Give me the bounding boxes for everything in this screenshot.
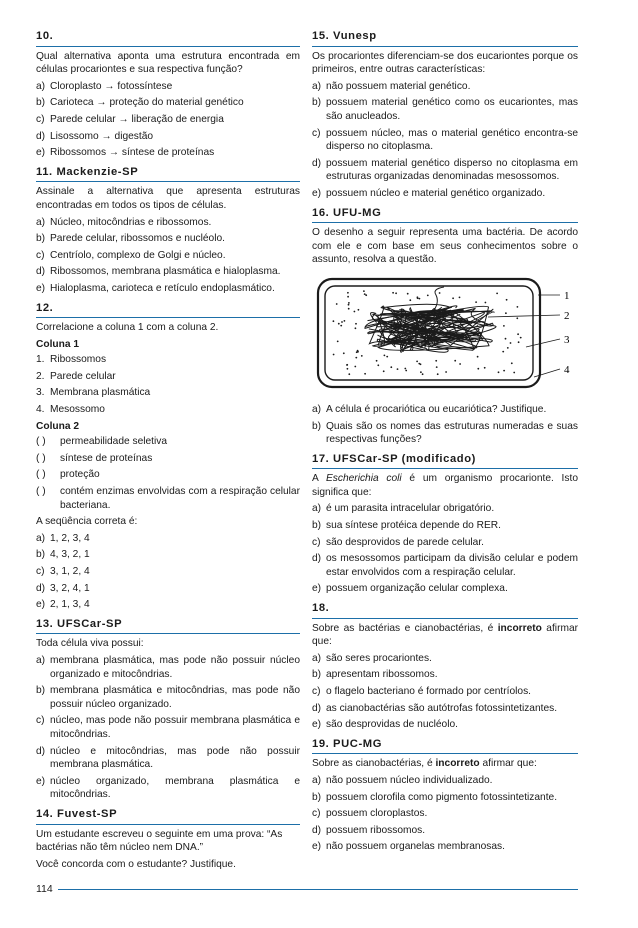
- option-text: possuem ribossomos.: [326, 824, 426, 836]
- option-item: [312, 652, 578, 666]
- option-text: Membrana plasmática: [50, 387, 151, 399]
- option-text: possuem clorofila como pigmento fotossintetizante.: [326, 791, 558, 803]
- option-label: b): [312, 669, 322, 681]
- ribosome-dot: [343, 352, 345, 354]
- option-label: a): [312, 503, 322, 515]
- option-item: [312, 403, 578, 417]
- option-label: d): [312, 553, 322, 565]
- ribosome-dot: [498, 371, 500, 373]
- ribosome-dot: [437, 373, 439, 375]
- option-label: d): [312, 157, 322, 169]
- ribosome-dot: [341, 321, 343, 323]
- option-text: não possuem organelas membranosas.: [326, 841, 505, 853]
- ribosome-dot: [363, 290, 365, 292]
- ribosome-dot: [395, 292, 397, 294]
- options-list: [36, 216, 300, 296]
- option-item: [36, 775, 300, 802]
- ribosome-dot: [505, 312, 507, 314]
- option-item: [36, 598, 300, 612]
- option-text: membrana plasmática e mitocôndrias, mas pode não possuir núcleo organizado.: [50, 685, 300, 710]
- option-label: c): [36, 566, 45, 577]
- question-16: [312, 207, 578, 447]
- option-text: as cianobactérias são autótrofas fotossintetizantes.: [326, 702, 558, 714]
- stem-species: Escherichia coli: [325, 473, 402, 485]
- option-label: e): [312, 841, 322, 853]
- option-item: [312, 157, 578, 184]
- question-heading: 11. Mackenzie-SP: [36, 166, 300, 183]
- options-list: [36, 532, 300, 612]
- ribosome-dot: [348, 308, 350, 310]
- ribosome-dot: [376, 360, 378, 362]
- footer-rule: [58, 889, 578, 890]
- question-heading: 14. Fuvest-SP: [36, 808, 300, 825]
- option-item: [36, 353, 300, 367]
- option-label: b): [36, 97, 46, 109]
- option-item: [36, 582, 300, 596]
- option-text: núcleo, mas pode não possuir membrana plasmática e mitocôndrias.: [50, 715, 300, 740]
- option-item: [36, 146, 300, 160]
- bacteria-diagram: [312, 273, 578, 393]
- right-column: [312, 30, 578, 860]
- option-item: [312, 824, 578, 838]
- option-label: c): [36, 113, 45, 125]
- figure-label-1: 1: [564, 289, 570, 302]
- ribosome-dot: [420, 371, 422, 373]
- option-item: [312, 187, 578, 201]
- option-text: Mesossomo: [50, 404, 105, 416]
- bacteria-figure: [312, 273, 578, 393]
- ribosome-dot: [416, 360, 418, 362]
- option-label: b): [312, 420, 322, 432]
- option-text: Hialoplasma, carioteca e retículo endoplasmático.: [50, 282, 275, 294]
- option-label: a): [312, 403, 322, 415]
- ribosome-dot: [475, 301, 477, 303]
- question-stem: [312, 622, 578, 649]
- ribosome-dot: [436, 366, 438, 368]
- ribosome-dot: [348, 302, 350, 304]
- question-stem: Qual alternativa aponta uma estrutura encontrada em células procariontes e sua respectiva função?: [36, 50, 300, 76]
- options-list: [312, 774, 578, 854]
- ribosome-dot: [397, 368, 399, 370]
- option-item: [36, 684, 300, 711]
- ribosome-dot: [347, 296, 349, 298]
- option-label: 3.: [36, 387, 45, 399]
- ribosome-dot: [361, 355, 363, 357]
- option-item: [36, 130, 300, 144]
- option-label: d): [36, 582, 46, 594]
- ribosome-dot: [358, 309, 360, 311]
- question-18: [312, 602, 578, 732]
- question-heading: 18.: [312, 602, 578, 619]
- option-text: Ribossomos, membrana plasmática e hialoplasma.: [50, 266, 281, 278]
- option-item: [312, 127, 578, 154]
- option-label: a): [312, 652, 322, 664]
- option-text: possuem organização celular complexa.: [326, 583, 508, 595]
- ribosome-dot: [507, 347, 509, 349]
- ribosome-dot: [336, 303, 338, 305]
- option-item: [36, 216, 300, 230]
- options-list: [312, 502, 578, 596]
- option-label: d): [312, 824, 322, 836]
- option-label: c): [36, 249, 45, 261]
- pointer-line-4: [534, 369, 560, 377]
- stem-post: é um organismo procarionte. Isto significa que:: [312, 473, 578, 498]
- option-text: contém enzimas envolvidas com a respiração celular bacteriana.: [60, 486, 300, 511]
- option-label: ( ): [36, 452, 46, 464]
- option-text: são desprovidas de nucléolo.: [326, 719, 458, 731]
- ribosome-dot: [516, 317, 518, 319]
- question-stem: Correlacione a coluna 1 com a coluna 2.: [36, 322, 219, 334]
- option-text: permeabilidade seletiva: [60, 436, 168, 448]
- column-2-list: [36, 435, 300, 512]
- ribosome-dot: [520, 337, 522, 339]
- option-item: [312, 552, 578, 579]
- option-item: [312, 702, 578, 716]
- question-stem: Um estudante escreveu o seguinte em uma prova: “As bactérias não têm núcleo nem DNA.”: [36, 828, 283, 854]
- page-number: 114: [36, 883, 53, 895]
- option-text: possuem núcleo e material genético organizado.: [326, 187, 546, 199]
- question-heading: 17. UFSCar-SP (modificado): [312, 453, 578, 470]
- ribosome-dot: [364, 293, 366, 295]
- ribosome-dot: [517, 333, 519, 335]
- option-label: ( ): [36, 436, 46, 448]
- ribosome-dot: [445, 371, 447, 373]
- option-text: o flagelo bacteriano é formado por centríolos.: [326, 686, 532, 697]
- option-text: Lisossomo → digestão: [50, 130, 154, 142]
- option-text: apresentam ribossomos.: [326, 669, 438, 681]
- option-label: b): [36, 233, 46, 245]
- ribosome-dot: [364, 373, 366, 375]
- option-label: a): [312, 80, 322, 92]
- figure-label-3: 3: [564, 333, 570, 346]
- option-item: [36, 265, 300, 279]
- option-label: 2.: [36, 370, 45, 382]
- option-label: d): [36, 266, 46, 278]
- option-label: e): [36, 282, 46, 294]
- ribosome-dot: [505, 338, 507, 340]
- option-text: Cloroplasto → fotossíntese: [50, 80, 173, 92]
- option-label: b): [36, 685, 46, 697]
- ribosome-dot: [417, 297, 419, 299]
- option-item: [36, 386, 300, 400]
- option-item: [312, 582, 578, 596]
- pointer-line-3: [526, 339, 560, 347]
- option-text: possuem material genético disperso no citoplasma em estruturas organizadas denominadas mesossomos.: [326, 157, 578, 183]
- option-item: [36, 548, 300, 562]
- ribosome-dot: [333, 354, 335, 356]
- option-text: possuem núcleo, mas o material genético encontra-se disperso no citoplasma.: [326, 127, 578, 153]
- option-label: e): [36, 599, 46, 611]
- ribosome-dot: [348, 304, 350, 306]
- option-label: c): [312, 808, 321, 820]
- question-heading: 10.: [36, 30, 300, 47]
- option-label: e): [312, 583, 322, 595]
- question-heading: 12.: [36, 302, 300, 319]
- option-item: [36, 282, 300, 296]
- option-text: 3, 2, 4, 1: [50, 582, 90, 594]
- option-label: 1.: [36, 354, 45, 366]
- options-list: [312, 403, 578, 447]
- option-label: b): [36, 549, 46, 561]
- option-label: b): [312, 791, 322, 803]
- option-text: possuem material genético como os eucariontes, mas são anucleados.: [326, 97, 578, 122]
- ribosome-dot: [377, 364, 379, 366]
- question-stem-2: Você concorda com o estudante? Justifique.: [36, 858, 236, 870]
- ribosome-dot: [405, 370, 407, 372]
- column-1-list: [36, 353, 300, 416]
- option-item: [36, 452, 300, 466]
- stem-pre: Sobre as bactérias e cianobactérias, é: [312, 622, 498, 634]
- ribosome-dot: [459, 296, 461, 298]
- option-text: núcleo organizado, membrana plasmática e mitocôndrias.: [50, 775, 300, 801]
- question-stem: O desenho a seguir representa uma bactéria. De acordo com ele e com base em seus conhecimentos sobre o assunto, resolva a questão.: [312, 227, 578, 266]
- option-item: [36, 232, 300, 246]
- option-text: Parede celular: [50, 370, 116, 382]
- ribosome-dot: [452, 297, 454, 299]
- option-text: Carioteca → proteção do material genético: [50, 97, 244, 109]
- stem-bold: incorreto: [435, 758, 480, 770]
- option-text: 1, 2, 3, 4: [50, 532, 90, 544]
- option-item: [36, 435, 300, 449]
- option-label: c): [36, 715, 45, 727]
- option-text: Núcleo, mitocôndrias e ribossomos.: [50, 216, 212, 228]
- question-heading: 16. UFU-MG: [312, 207, 578, 224]
- ribosome-dot: [346, 364, 348, 366]
- sequence-prompt: A seqüência correta é:: [36, 516, 138, 528]
- option-item: [36, 403, 300, 417]
- ribosome-dot: [485, 302, 487, 304]
- ribosome-dot: [365, 294, 367, 296]
- option-item: [36, 96, 300, 110]
- option-text: é um parasita intracelular obrigatório.: [326, 503, 495, 515]
- ribosome-dot: [422, 373, 424, 375]
- option-label: c): [312, 127, 321, 139]
- ribosome-dot: [347, 292, 349, 294]
- option-label: e): [312, 719, 322, 731]
- option-text: Quais são os nomes das estruturas numeradas e suas respectivas funções?: [326, 420, 578, 446]
- question-10: [36, 30, 300, 160]
- option-label: ( ): [36, 469, 46, 481]
- ribosome-dot: [510, 342, 512, 344]
- option-label: d): [312, 702, 322, 714]
- option-text: membrana plasmática, mas pode não possuir núcleo organizado e mitocôndrias.: [50, 654, 300, 680]
- stem-pre: Sobre as cianobactérias, é: [312, 758, 436, 770]
- option-item: [36, 113, 300, 127]
- ribosome-dot: [392, 292, 394, 294]
- option-text: 2, 1, 3, 4: [50, 599, 90, 611]
- option-label: a): [36, 216, 46, 228]
- option-label: ( ): [36, 486, 46, 498]
- options-list: [312, 80, 578, 201]
- option-label: b): [312, 97, 322, 109]
- option-label: a): [36, 654, 46, 666]
- option-item: [312, 519, 578, 533]
- figure-label-4: 4: [564, 363, 570, 376]
- option-item: [312, 774, 578, 788]
- ribosome-dot: [344, 320, 346, 322]
- ribosome-dot: [511, 362, 513, 364]
- left-column: [36, 30, 300, 877]
- ribosome-dot: [384, 354, 386, 356]
- stem-post: afirmar que:: [479, 758, 537, 770]
- option-item: [36, 468, 300, 482]
- option-text: são desprovidos de parede celular.: [326, 536, 485, 548]
- option-label: 4.: [36, 404, 45, 416]
- option-text: não possuem material genético.: [326, 80, 471, 92]
- ribosome-dot: [459, 363, 461, 365]
- ribosome-dot: [355, 327, 357, 329]
- nucleoid-tangle: [365, 287, 496, 352]
- option-label: d): [36, 745, 46, 757]
- ribosome-dot: [484, 367, 486, 369]
- figure-label-2: 2: [564, 309, 570, 322]
- option-text: 3, 1, 2, 4: [50, 566, 90, 577]
- stem-pre: A: [312, 473, 326, 485]
- question-stem: Os procariontes diferenciam-se dos eucariontes porque os primeiros, entre outras características:: [312, 50, 578, 76]
- option-label: e): [312, 187, 322, 199]
- option-text: síntese de proteínas: [60, 452, 153, 464]
- option-text: não possuem núcleo individualizado.: [326, 774, 493, 786]
- question-stem: [312, 757, 578, 771]
- ribosome-dot: [404, 368, 406, 370]
- option-text: sua síntese protéica depende do RER.: [326, 520, 501, 532]
- ribosome-dot: [383, 370, 385, 372]
- options-list: [36, 654, 300, 802]
- ribosome-dot: [340, 325, 342, 327]
- question-14: [36, 808, 300, 871]
- option-text: Ribossomos: [50, 354, 107, 366]
- ribosome-dot: [337, 340, 339, 342]
- option-label: e): [36, 775, 46, 787]
- ribosome-dot: [419, 298, 421, 300]
- ribosome-dot: [506, 299, 508, 301]
- option-text: Parede celular, ribossomos e nucléolo.: [50, 233, 225, 245]
- option-item: [312, 718, 578, 732]
- ribosome-dot: [348, 373, 350, 375]
- question-heading: 15. Vunesp: [312, 30, 578, 47]
- option-item: [312, 502, 578, 516]
- options-list: [36, 80, 300, 160]
- option-label: e): [36, 147, 46, 159]
- ribosome-dot: [390, 366, 392, 368]
- option-item: [312, 685, 578, 699]
- option-label: a): [36, 80, 46, 92]
- option-item: [312, 791, 578, 805]
- option-text: Centríolo, complexo de Golgi e núcleo.: [50, 249, 226, 261]
- question-11: [36, 166, 300, 296]
- question-stem: Assinale a alternativa que apresenta estruturas encontradas em todos os tipos de células.: [36, 186, 300, 211]
- stem-bold: incorreto: [497, 622, 542, 634]
- option-item: [312, 807, 578, 821]
- option-item: [312, 96, 578, 123]
- option-label: a): [36, 532, 46, 544]
- pointer-line-2: [488, 315, 560, 317]
- ribosome-dot: [347, 368, 349, 370]
- ribosome-dot: [518, 341, 520, 343]
- option-label: a): [312, 774, 322, 786]
- ribosome-dot: [333, 320, 335, 322]
- ribosome-dot: [409, 299, 411, 301]
- option-label: c): [312, 536, 321, 548]
- option-item: [312, 420, 578, 447]
- ribosome-dot: [418, 363, 420, 365]
- option-text: A célula é procariótica ou eucariótica? Justifique.: [326, 403, 547, 415]
- ribosome-dot: [503, 370, 505, 372]
- option-item: [36, 370, 300, 384]
- ribosome-dot: [477, 356, 479, 358]
- ribosome-dot: [354, 311, 356, 313]
- ribosome-dot: [496, 292, 498, 294]
- ribosome-dot: [503, 325, 505, 327]
- option-item: [312, 536, 578, 550]
- question-heading: 13. UFSCar-SP: [36, 618, 300, 635]
- ribosome-dot: [454, 360, 456, 362]
- column-1-title: Coluna 1: [36, 338, 80, 350]
- page-footer: [36, 883, 578, 897]
- option-text: são seres procariontes.: [326, 652, 432, 664]
- ribosome-dot: [517, 306, 519, 308]
- option-item: [312, 840, 578, 854]
- ribosome-dot: [435, 360, 437, 362]
- ribosome-dot: [502, 351, 504, 353]
- question-19: [312, 738, 578, 854]
- ribosome-dot: [386, 356, 388, 358]
- ribosome-dot: [355, 323, 357, 325]
- ribosome-dot: [355, 357, 357, 359]
- option-text: possuem cloroplastos.: [326, 808, 428, 820]
- question-13: [36, 618, 300, 802]
- ribosome-dot: [338, 323, 340, 325]
- option-text: Ribossomos → síntese de proteínas: [50, 147, 215, 159]
- option-text: núcleo e mitocôndrias, mas pode não possuir membrana plasmática.: [50, 745, 300, 771]
- option-item: [36, 249, 300, 263]
- options-list: [312, 652, 578, 732]
- option-label: c): [312, 686, 321, 697]
- question-stem: [312, 472, 578, 499]
- option-text: Parede celular → liberação de energia: [50, 113, 224, 125]
- ribosome-dot: [407, 293, 409, 295]
- question-heading: 19. PUC-MG: [312, 738, 578, 755]
- option-item: [36, 565, 300, 579]
- ribosome-dot: [354, 366, 356, 368]
- option-item: [36, 654, 300, 681]
- option-item: [36, 80, 300, 94]
- ribosome-dot: [477, 368, 479, 370]
- option-item: [312, 668, 578, 682]
- option-label: d): [36, 130, 46, 142]
- stem-post: afirmar que:: [312, 622, 579, 648]
- option-item: [36, 714, 300, 741]
- question-15: [312, 30, 578, 201]
- ribosome-dot: [513, 372, 515, 374]
- option-item: [36, 485, 300, 512]
- ribosome-dot: [427, 294, 429, 296]
- option-item: [312, 80, 578, 94]
- column-2-title: Coluna 2: [36, 420, 80, 432]
- question-stem: Toda célula viva possui:: [36, 638, 144, 650]
- ribosome-dot: [357, 350, 359, 352]
- question-12: [36, 302, 300, 612]
- option-text: 4, 3, 2, 1: [50, 549, 90, 561]
- option-text: os mesossomos participam da divisão celular e podem estar envolvidos com a respiração celular.: [326, 553, 578, 578]
- option-item: [36, 745, 300, 772]
- question-17: [312, 453, 578, 596]
- ribosome-dot: [439, 292, 441, 294]
- option-text: proteção: [60, 469, 100, 481]
- option-label: b): [312, 520, 322, 532]
- option-item: [36, 532, 300, 546]
